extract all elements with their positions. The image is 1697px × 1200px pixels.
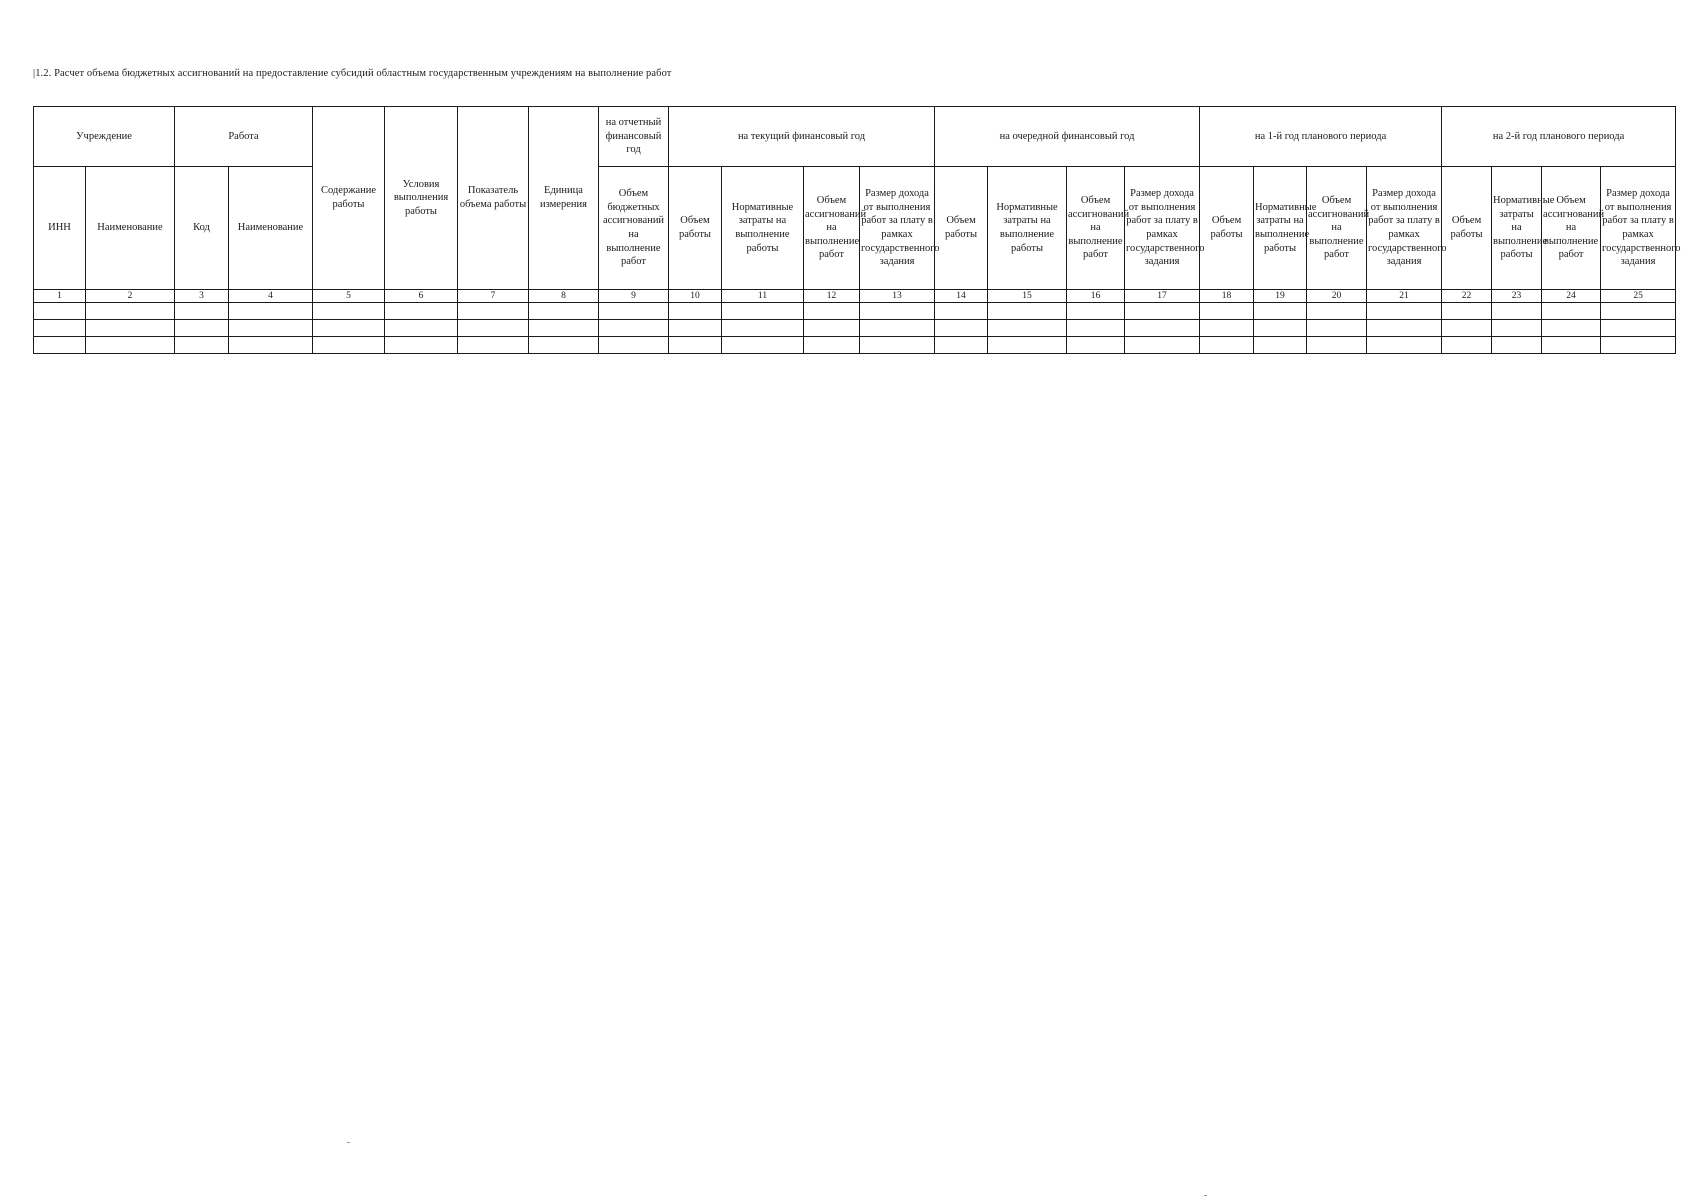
table-cell[interactable] — [599, 337, 669, 354]
table-cell[interactable] — [1307, 320, 1367, 337]
header-col-22: Объем работы — [1442, 167, 1492, 290]
header-col-16: Объем ассигнований на выполнение работ — [1067, 167, 1125, 290]
table-cell[interactable] — [1067, 320, 1125, 337]
table-cell[interactable] — [804, 303, 860, 320]
header-col-21: Размер дохода от выполнения работ за плату в рамках государственного задания — [1367, 167, 1442, 290]
column-number: 19 — [1254, 290, 1307, 303]
column-number: 18 — [1200, 290, 1254, 303]
table-cell[interactable] — [175, 337, 229, 354]
table-cell[interactable] — [988, 337, 1067, 354]
table-cell[interactable] — [1200, 303, 1254, 320]
table-cell[interactable] — [1254, 320, 1307, 337]
header-col-9: Объем бюджетных ассигнований на выполнение работ — [599, 167, 669, 290]
table-cell[interactable] — [229, 303, 313, 320]
table-cell[interactable] — [1367, 337, 1442, 354]
table-cell[interactable] — [1542, 320, 1601, 337]
header-col-19: Нормативные затраты на выполнение работы — [1254, 167, 1307, 290]
table-cell[interactable] — [313, 303, 385, 320]
header-next-year: на очередной финансовый год — [935, 107, 1200, 167]
header-row-groups — [34, 107, 1676, 167]
table-cell[interactable] — [860, 320, 935, 337]
column-number: 9 — [599, 290, 669, 303]
table-cell[interactable] — [385, 303, 458, 320]
table-cell[interactable] — [86, 303, 175, 320]
header-col-13: Размер дохода от выполнения работ за плату в рамках государственного задания — [860, 167, 935, 290]
table-cell[interactable] — [86, 320, 175, 337]
column-number: 13 — [860, 290, 935, 303]
table-cell[interactable] — [458, 320, 529, 337]
table-cell[interactable] — [458, 303, 529, 320]
table-cell[interactable] — [1067, 303, 1125, 320]
header-planning-year-2: на 2-й год планового периода — [1442, 107, 1676, 167]
header-col-4: Наименование — [229, 167, 313, 290]
header-col-1: ИНН — [34, 167, 86, 290]
column-number: 22 — [1442, 290, 1492, 303]
header-unit: Единица измерения — [529, 107, 599, 290]
header-institution: Учреждение — [34, 107, 175, 167]
column-number: 23 — [1492, 290, 1542, 303]
header-row-columns — [34, 167, 1676, 290]
table-cell[interactable] — [175, 303, 229, 320]
table-cell[interactable] — [313, 320, 385, 337]
column-number: 17 — [1125, 290, 1200, 303]
column-number: 6 — [385, 290, 458, 303]
table-cell[interactable] — [860, 303, 935, 320]
table-cell[interactable] — [385, 320, 458, 337]
header-col-23: Нормативные затраты на выполнение работы — [1492, 167, 1542, 290]
column-number: 8 — [529, 290, 599, 303]
column-number: 10 — [669, 290, 722, 303]
header-col-17: Размер дохода от выполнения работ за плату в рамках государственного задания — [1125, 167, 1200, 290]
table-cell[interactable] — [988, 320, 1067, 337]
table-cell[interactable] — [529, 337, 599, 354]
table-cell[interactable] — [1601, 337, 1676, 354]
column-number-row — [34, 290, 1676, 303]
table-cell[interactable] — [1200, 320, 1254, 337]
table-cell[interactable] — [1542, 303, 1601, 320]
table-cell[interactable] — [988, 303, 1067, 320]
table-cell[interactable] — [1125, 303, 1200, 320]
table-cell[interactable] — [599, 320, 669, 337]
header-work-content: Содержание работы — [313, 107, 385, 290]
budget-allocation-table — [33, 106, 1681, 354]
table-row — [34, 320, 1676, 337]
table-cell[interactable] — [1254, 337, 1307, 354]
table-cell[interactable] — [669, 303, 722, 320]
table-cell[interactable] — [175, 320, 229, 337]
table-cell[interactable] — [458, 337, 529, 354]
table-row — [34, 303, 1676, 320]
table-cell[interactable] — [34, 303, 86, 320]
scan-artifact — [1204, 1195, 1207, 1196]
table-cell[interactable] — [34, 337, 86, 354]
table-cell[interactable] — [804, 320, 860, 337]
table-cell[interactable] — [86, 337, 175, 354]
column-number: 4 — [229, 290, 313, 303]
table-cell[interactable] — [1601, 303, 1676, 320]
table-cell[interactable] — [1442, 320, 1492, 337]
table-cell[interactable] — [669, 337, 722, 354]
header-col-15: Нормативные затраты на выполнение работы — [988, 167, 1067, 290]
header-col-11: Нормативные затраты на выполнение работы — [722, 167, 804, 290]
table-cell[interactable] — [1125, 337, 1200, 354]
table-cell[interactable] — [1125, 320, 1200, 337]
header-planning-year-1: на 1-й год планового периода — [1200, 107, 1442, 167]
table-cell[interactable] — [1367, 303, 1442, 320]
column-number: 2 — [86, 290, 175, 303]
header-col-2: Наименование — [86, 167, 175, 290]
column-number: 14 — [935, 290, 988, 303]
table-cell[interactable] — [1200, 337, 1254, 354]
header-work-conditions: Условия выполнения работы — [385, 107, 458, 290]
column-number: 7 — [458, 290, 529, 303]
header-col-14: Объем работы — [935, 167, 988, 290]
table-cell[interactable] — [935, 320, 988, 337]
column-number: 25 — [1601, 290, 1676, 303]
table-cell[interactable] — [1542, 337, 1601, 354]
table-cell[interactable] — [669, 320, 722, 337]
column-number: 12 — [804, 290, 860, 303]
header-col-10: Объем работы — [669, 167, 722, 290]
table-cell[interactable] — [229, 320, 313, 337]
header-col-24: Объем ассигнований на выполнение работ — [1542, 167, 1601, 290]
table-cell[interactable] — [1254, 303, 1307, 320]
table-cell[interactable] — [1067, 337, 1125, 354]
header-work: Работа — [175, 107, 313, 167]
header-col-12: Объем ассигнований на выполнение работ — [804, 167, 860, 290]
table-cell[interactable] — [229, 337, 313, 354]
header-col-3: Код — [175, 167, 229, 290]
table-cell[interactable] — [935, 337, 988, 354]
table-cell[interactable] — [599, 303, 669, 320]
column-number: 15 — [988, 290, 1067, 303]
table-cell[interactable] — [385, 337, 458, 354]
table-cell[interactable] — [1492, 337, 1542, 354]
table-cell[interactable] — [804, 337, 860, 354]
column-number: 21 — [1367, 290, 1442, 303]
header-col-25: Размер дохода от выполнения работ за плату в рамках государственного задания — [1601, 167, 1676, 290]
column-number: 3 — [175, 290, 229, 303]
column-number: 16 — [1067, 290, 1125, 303]
table-cell[interactable] — [1442, 303, 1492, 320]
table-cell[interactable] — [529, 303, 599, 320]
table-cell[interactable] — [1601, 320, 1676, 337]
table-cell[interactable] — [34, 320, 86, 337]
table-cell[interactable] — [1442, 337, 1492, 354]
column-number: 24 — [1542, 290, 1601, 303]
table-cell[interactable] — [1492, 320, 1542, 337]
column-number: 11 — [722, 290, 804, 303]
table-cell[interactable] — [313, 337, 385, 354]
table-cell[interactable] — [529, 320, 599, 337]
page-title: |1.2. Расчет объема бюджетных ассигнований на предоставление субсидий областным государственным учреждениям на выполнение работ — [33, 68, 672, 79]
column-number: 5 — [313, 290, 385, 303]
column-number: 20 — [1307, 290, 1367, 303]
table-cell[interactable] — [935, 303, 988, 320]
table-cell[interactable] — [722, 303, 804, 320]
scan-artifact — [347, 1142, 350, 1143]
table-cell[interactable] — [1492, 303, 1542, 320]
table-cell[interactable] — [1307, 337, 1367, 354]
table-cell[interactable] — [722, 320, 804, 337]
table-cell[interactable] — [722, 337, 804, 354]
header-current-year: на текущий финансовый год — [669, 107, 935, 167]
header-col-18: Объем работы — [1200, 167, 1254, 290]
table-cell[interactable] — [860, 337, 935, 354]
table-cell[interactable] — [1367, 320, 1442, 337]
table-row — [34, 337, 1676, 354]
header-volume-indicator: Показатель объема работы — [458, 107, 529, 290]
table-cell[interactable] — [1307, 303, 1367, 320]
table-body — [34, 290, 1676, 354]
header-reporting-year: на отчетный финансовый год — [599, 107, 669, 167]
column-number: 1 — [34, 290, 86, 303]
header-col-20: Объем ассигнований на выполнение работ — [1307, 167, 1367, 290]
